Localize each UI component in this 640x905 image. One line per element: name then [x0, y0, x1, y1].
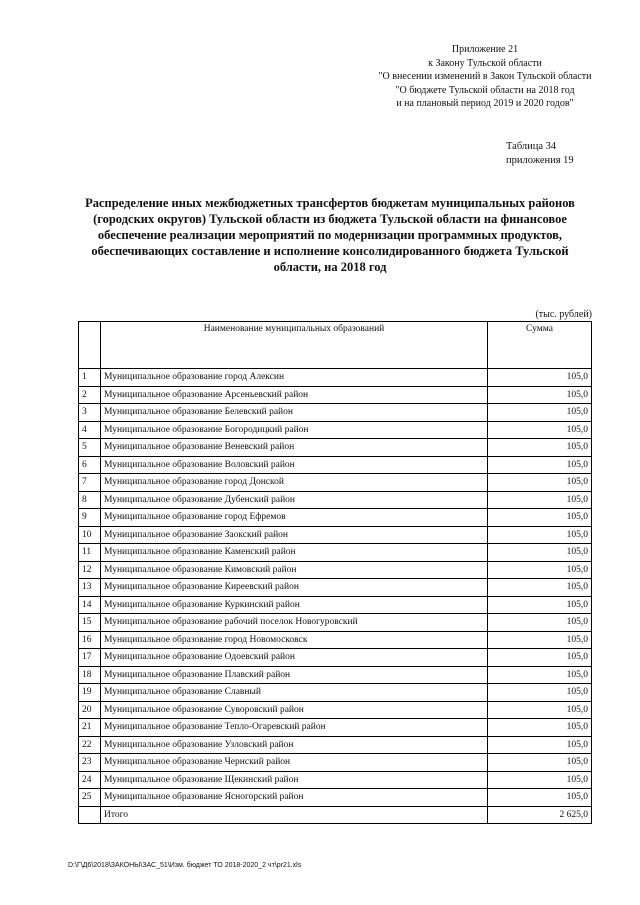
table-row — [79, 631, 592, 649]
header-number — [79, 322, 101, 369]
row-number: 13 — [79, 579, 101, 597]
row-name: Муниципальное образование город Алексин — [101, 369, 488, 387]
row-sum: 105,0 — [488, 789, 592, 807]
table-reference-line1: Таблица 34 — [506, 141, 557, 152]
row-name: Муниципальное образование город Ефремов — [101, 509, 488, 527]
row-name: Муниципальное образование Воловский район — [101, 456, 488, 474]
row-number: 6 — [79, 456, 101, 474]
row-name: Муниципальное образование Тепло-Огаревский район — [101, 719, 488, 737]
table-row — [79, 596, 592, 614]
table-row — [79, 404, 592, 422]
row-number: 14 — [79, 596, 101, 614]
table-row — [79, 544, 592, 562]
total-row — [79, 806, 592, 824]
row-sum: 105,0 — [488, 561, 592, 579]
row-number: 21 — [79, 719, 101, 737]
table-header-row — [79, 322, 592, 369]
row-sum: 105,0 — [488, 719, 592, 737]
row-number: 17 — [79, 649, 101, 667]
row-number: 23 — [79, 754, 101, 772]
total-sum: 2 625,0 — [488, 806, 592, 824]
row-name: Муниципальное образование Заокский район — [101, 526, 488, 544]
row-sum: 105,0 — [488, 544, 592, 562]
row-number: 7 — [79, 474, 101, 492]
table-row — [79, 649, 592, 667]
appendix-line: к Закону Тульской области — [428, 57, 542, 69]
units-label: (тыс. рублей) — [535, 309, 592, 320]
table-reference — [506, 140, 592, 168]
row-number: 19 — [79, 684, 101, 702]
table-row — [79, 579, 592, 597]
row-sum: 105,0 — [488, 614, 592, 632]
row-sum: 105,0 — [488, 456, 592, 474]
document-title: Распределение иных межбюджетных трансфертов бюджетам муниципальных районов (городских округов) Тульской области из бюджета Тульской области на финансовое обеспечение реализации мероприятий по модернизации программных продуктов, обеспечивающих составление и исполнение консолидированного бюджета Тульской области, на 2018 год — [85, 196, 575, 274]
row-sum: 105,0 — [488, 579, 592, 597]
row-name: Муниципальное образование Плавский район — [101, 666, 488, 684]
row-number: 16 — [79, 631, 101, 649]
row-sum: 105,0 — [488, 404, 592, 422]
row-sum: 105,0 — [488, 754, 592, 772]
row-number: 24 — [79, 771, 101, 789]
table-row — [79, 666, 592, 684]
row-sum: 105,0 — [488, 421, 592, 439]
appendix-line: "О внесении изменений в Закон Тульской области — [378, 71, 592, 82]
row-number: 11 — [79, 544, 101, 562]
appendix-line: "О бюджете Тульской области на 2018 год — [395, 84, 575, 96]
row-name: Муниципальное образование Ясногорский район — [101, 789, 488, 807]
row-number: 25 — [79, 789, 101, 807]
row-number: 8 — [79, 491, 101, 509]
row-name: Муниципальное образование Узловский район — [101, 736, 488, 754]
row-name: Муниципальное образование Киреевский район — [101, 579, 488, 597]
row-sum: 105,0 — [488, 491, 592, 509]
row-sum: 105,0 — [488, 736, 592, 754]
row-number: 3 — [79, 404, 101, 422]
appendix-line: Приложение 21 — [451, 44, 519, 55]
row-number: 12 — [79, 561, 101, 579]
row-number: 18 — [79, 666, 101, 684]
row-name: Муниципальное образование город Новомосковск — [101, 631, 488, 649]
row-sum: 105,0 — [488, 684, 592, 702]
appendix-line: и на плановый период 2019 и 2020 годов" — [396, 98, 574, 109]
header-sum: Сумма — [488, 322, 592, 369]
table-reference-line2: приложения 19 — [506, 155, 574, 166]
row-number: 4 — [79, 421, 101, 439]
row-sum: 105,0 — [488, 526, 592, 544]
row-name: Муниципальное образование Одоевский район — [101, 649, 488, 667]
row-sum: 105,0 — [488, 596, 592, 614]
table-row — [79, 421, 592, 439]
row-number: 1 — [79, 369, 101, 387]
row-name: Муниципальное образование Суворовский район — [101, 701, 488, 719]
table-row — [79, 491, 592, 509]
row-name: Муниципальное образование Дубенский район — [101, 491, 488, 509]
row-name: Муниципальное образование Каменский район — [101, 544, 488, 562]
row-number: 10 — [79, 526, 101, 544]
row-number: 22 — [79, 736, 101, 754]
table-row — [79, 386, 592, 404]
table-row — [79, 771, 592, 789]
table-row — [79, 736, 592, 754]
table-row — [79, 456, 592, 474]
row-name: Муниципальное образование Славный — [101, 684, 488, 702]
table-row — [79, 369, 592, 387]
row-number: 2 — [79, 386, 101, 404]
distribution-table — [78, 321, 592, 824]
row-name: Муниципальное образование Чернский район — [101, 754, 488, 772]
row-sum: 105,0 — [488, 509, 592, 527]
table-row — [79, 439, 592, 457]
row-sum: 105,0 — [488, 771, 592, 789]
table-row — [79, 561, 592, 579]
row-number: 5 — [79, 439, 101, 457]
row-sum: 105,0 — [488, 701, 592, 719]
row-sum: 105,0 — [488, 666, 592, 684]
row-name: Муниципальное образование Белевский район — [101, 404, 488, 422]
table-row — [79, 754, 592, 772]
row-name: Муниципальное образование Щекинский район — [101, 771, 488, 789]
file-path-footer: D:\Г\Д6\2018\ЗАКОНЫ\ЗАС_51\Изм. бюджет ТО 2018-2020_2 чт\pr21.xls — [68, 862, 302, 869]
table-row — [79, 614, 592, 632]
row-sum: 105,0 — [488, 439, 592, 457]
row-sum: 105,0 — [488, 631, 592, 649]
table-row — [79, 509, 592, 527]
row-sum: 105,0 — [488, 369, 592, 387]
row-name: Муниципальное образование город Донской — [101, 474, 488, 492]
header-name: Наименование муниципальных образований — [101, 322, 488, 369]
row-name: Муниципальное образование Веневский район — [101, 439, 488, 457]
table-row — [79, 684, 592, 702]
table-row — [79, 719, 592, 737]
row-sum: 105,0 — [488, 474, 592, 492]
table-row — [79, 789, 592, 807]
row-number: 9 — [79, 509, 101, 527]
table-row — [79, 701, 592, 719]
row-name: Муниципальное образование рабочий поселок Новогуровский — [101, 614, 488, 632]
total-number-cell — [79, 806, 101, 824]
row-name: Муниципальное образование Кимовский район — [101, 561, 488, 579]
row-number: 15 — [79, 614, 101, 632]
row-sum: 105,0 — [488, 649, 592, 667]
row-number: 20 — [79, 701, 101, 719]
table-row — [79, 526, 592, 544]
row-name: Муниципальное образование Куркинский район — [101, 596, 488, 614]
table-row — [79, 474, 592, 492]
table-body — [79, 369, 592, 807]
row-name: Муниципальное образование Арсеньевский район — [101, 386, 488, 404]
total-label: Итого — [101, 806, 488, 824]
appendix-header — [372, 43, 598, 111]
row-name: Муниципальное образование Богородицкий район — [101, 421, 488, 439]
row-sum: 105,0 — [488, 386, 592, 404]
